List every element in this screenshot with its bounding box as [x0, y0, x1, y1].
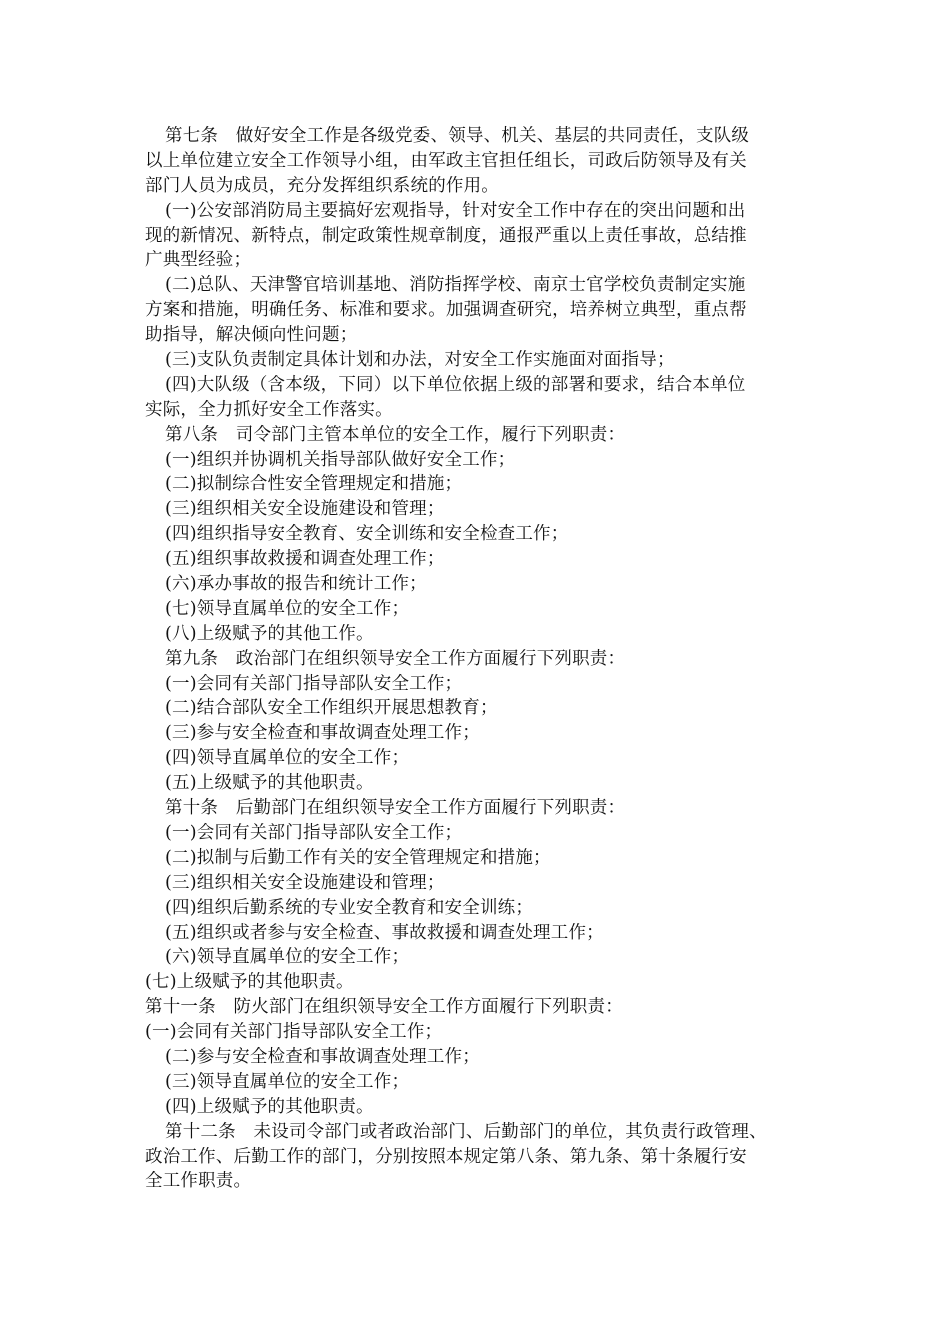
text-line: (五)上级赋予的其他职责。 — [165, 773, 374, 794]
text-line: (二)总队、天津警官培训基地、消防指挥学校、南京士官学校负责制定实施 — [165, 275, 746, 296]
text-line: (四)组织后勤系统的专业安全教育和安全训练； — [165, 897, 534, 918]
text-line: (六)承办事故的报告和统计工作； — [165, 574, 427, 595]
text-line: (四)上级赋予的其他职责。 — [165, 1096, 374, 1117]
text-line: (一)会同有关部门指导部队安全工作； — [145, 1022, 443, 1043]
text-line: (三)支队负责制定具体计划和办法，对安全工作实施面对面指导； — [165, 350, 675, 371]
text-line: (二)参与安全检查和事故调查处理工作； — [165, 1046, 480, 1067]
text-line: 全工作职责。 — [145, 1171, 252, 1192]
text-line: (五)组织事故救援和调查处理工作； — [165, 549, 445, 570]
text-line: 助指导，解决倾向性问题； — [145, 325, 358, 346]
text-line: (二)拟制综合性安全管理规定和措施； — [165, 474, 463, 495]
text-line: (一)会同有关部门指导部队安全工作； — [165, 822, 463, 843]
text-line: (四)大队级（含本级，下同）以下单位依据上级的部署和要求，结合本单位 — [165, 374, 746, 395]
text-line: (二)拟制与后勤工作有关的安全管理规定和措施； — [165, 847, 551, 868]
text-line: (八)上级赋予的其他工作。 — [165, 623, 374, 644]
text-line: 方案和措施，明确任务、标准和要求。加强调查研究，培养树立典型，重点帮 — [145, 300, 747, 321]
text-line: 第七条 做好安全工作是各级党委、领导、机关、基层的共同责任，支队级 — [165, 126, 750, 146]
text-line: (五)组织或者参与安全检查、事故救援和调查处理工作； — [165, 922, 604, 943]
text-line: (七)领导直属单位的安全工作； — [165, 598, 410, 619]
text-line: (一)组织并协调机关指导部队做好安全工作； — [165, 449, 516, 470]
text-line: 政治工作、后勤工作的部门，分别按照本规定第八条、第九条、第十条履行安 — [145, 1146, 747, 1167]
text-line: (三)组织相关安全设施建设和管理； — [165, 499, 445, 520]
text-line: (二)结合部队安全工作组织开展思想教育； — [165, 698, 498, 719]
text-line: 以上单位建立安全工作领导小组，由军政主官担任组长，司政后防领导及有关 — [145, 150, 747, 171]
text-line: (一)公安部消防局主要搞好宏观指导，针对安全工作中存在的突出问题和出 — [165, 200, 746, 221]
text-line: (四)组织指导安全教育、安全训练和安全检查工作； — [165, 524, 569, 545]
text-line: (六)领导直属单位的安全工作； — [165, 947, 410, 968]
text-line: 实际，全力抓好安全工作落实。 — [145, 399, 393, 420]
document-body — [145, 124, 805, 1194]
text-line: (七)上级赋予的其他职责。 — [145, 972, 354, 993]
text-line: (三)领导直属单位的安全工作； — [165, 1071, 410, 1092]
text-line: 广典型经验； — [145, 250, 252, 271]
text-line: 第十条 后勤部门在组织领导安全工作方面履行下列职责： — [165, 798, 626, 819]
text-line: 第九条 政治部门在组织领导安全工作方面履行下列职责： — [165, 648, 626, 669]
text-line: (三)组织相关安全设施建设和管理； — [165, 872, 445, 893]
text-line: 第十二条 未设司令部门或者政治部门、后勤部门的单位，其负责行政管理、 — [165, 1121, 767, 1142]
text-line: (三)参与安全检查和事故调查处理工作； — [165, 723, 480, 744]
text-line: 第八条 司令部门主管本单位的安全工作，履行下列职责： — [165, 424, 626, 445]
text-line: 部门人员为成员，充分发挥组织系统的作用。 — [145, 175, 499, 196]
text-line: (一)会同有关部门指导部队安全工作； — [165, 673, 463, 694]
text-line: 第十一条 防火部门在组织领导安全工作方面履行下列职责： — [145, 997, 623, 1018]
text-line: (四)领导直属单位的安全工作； — [165, 748, 410, 769]
text-line: 现的新情况、新特点，制定政策性规章制度，通报严重以上责任事故，总结推 — [145, 225, 747, 246]
